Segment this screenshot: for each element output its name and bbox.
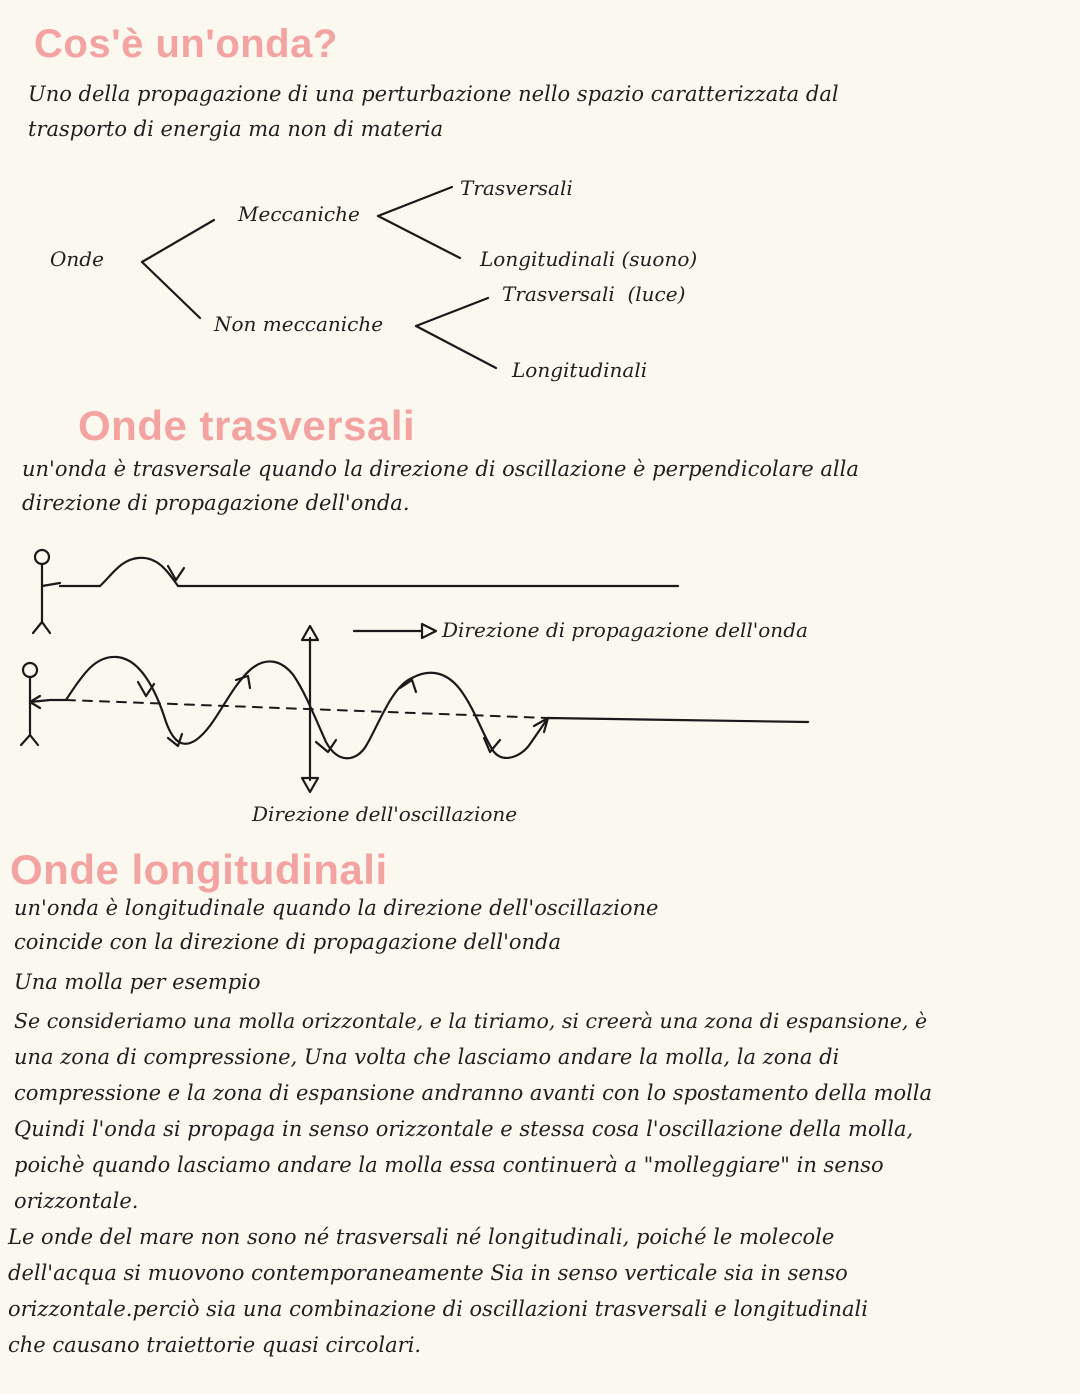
tree-root-onde: Onde	[50, 247, 104, 271]
tree-leaf-nonmech-transverse: Trasversali (luce)	[502, 282, 686, 306]
stick-figure-bottom	[21, 663, 50, 745]
tree-leaf-mech-transverse: Trasversali	[460, 176, 573, 200]
tree-node-nonmechanical: Non meccaniche	[214, 312, 384, 336]
stick-figure-top	[33, 550, 60, 633]
sea-text-line-1: Le onde del mare non sono né trasversali né longitudinali, poiché le molecole	[8, 1225, 835, 1249]
spring-text-line-3: compressione e la zona di espansione andranno avanti con lo spostamento della molla	[14, 1081, 933, 1105]
longitudinal-definition-line-1: un'onda è longitudinale quando la direzione dell'oscillazione	[14, 896, 659, 920]
sea-text-line-4: che causano traiettorie quasi circolari.	[8, 1333, 422, 1357]
transverse-definition-line-2: direzione di propagazione dell'onda.	[22, 491, 410, 515]
tree-node-mechanical: Meccaniche	[238, 202, 360, 226]
heading-transverse-waves: Onde trasversali	[78, 402, 416, 449]
heading-what-is-wave: Cos'è un'onda?	[34, 22, 338, 66]
tree-leaf-mech-longitudinal: Longitudinali (suono)	[480, 247, 698, 271]
tree-leaf-nonmech-longitudinal: Longitudinali	[512, 358, 648, 382]
spring-text-line-1: Se consideriamo una molla orizzontale, e la tiriamo, si creerà una zona di espansione, è	[14, 1009, 928, 1033]
label-propagation-direction: Direzione di propagazione dell'onda	[442, 618, 808, 642]
spring-example-label: Una molla per esempio	[14, 970, 261, 994]
definition-line-2: trasporto di energia ma non di materia	[28, 117, 444, 141]
definition-line-1: Uno della propagazione di una perturbazione nello spazio caratterizzata dal	[28, 82, 839, 106]
transverse-definition-line-1: un'onda è trasversale quando la direzione di oscillazione è perpendicolare alla	[22, 457, 859, 481]
sea-text-line-2: dell'acqua si muovono contemporaneamente Sia in senso verticale sia in senso	[8, 1261, 848, 1285]
continuous-wave	[50, 657, 808, 758]
spring-text-line-2: una zona di compressione, Una volta che lasciamo andare la molla, la zona di	[14, 1045, 840, 1069]
pulse-arrow	[168, 566, 184, 580]
rope-single-pulse	[60, 558, 678, 586]
spring-text-line-6: orizzontale.	[14, 1189, 139, 1213]
longitudinal-definition-line-2: coincide con la direzione di propagazione dell'onda	[14, 930, 562, 954]
sea-text-line-3: orizzontale.perciò sia una combinazione di oscillazioni trasversali e longitudinali	[8, 1297, 868, 1321]
label-oscillation-direction: Direzione dell'oscillazione	[252, 802, 518, 826]
heading-longitudinal-waves: Onde longitudinali	[10, 846, 388, 893]
equilibrium-dashed-line	[66, 700, 548, 718]
spring-text-line-5: poichè quando lasciamo andare la molla essa continuerà a "molleggiare" in senso	[14, 1153, 884, 1177]
spring-text-line-4: Quindi l'onda si propaga in senso orizzontale e stessa cosa l'oscillazione della molla,	[14, 1117, 914, 1141]
